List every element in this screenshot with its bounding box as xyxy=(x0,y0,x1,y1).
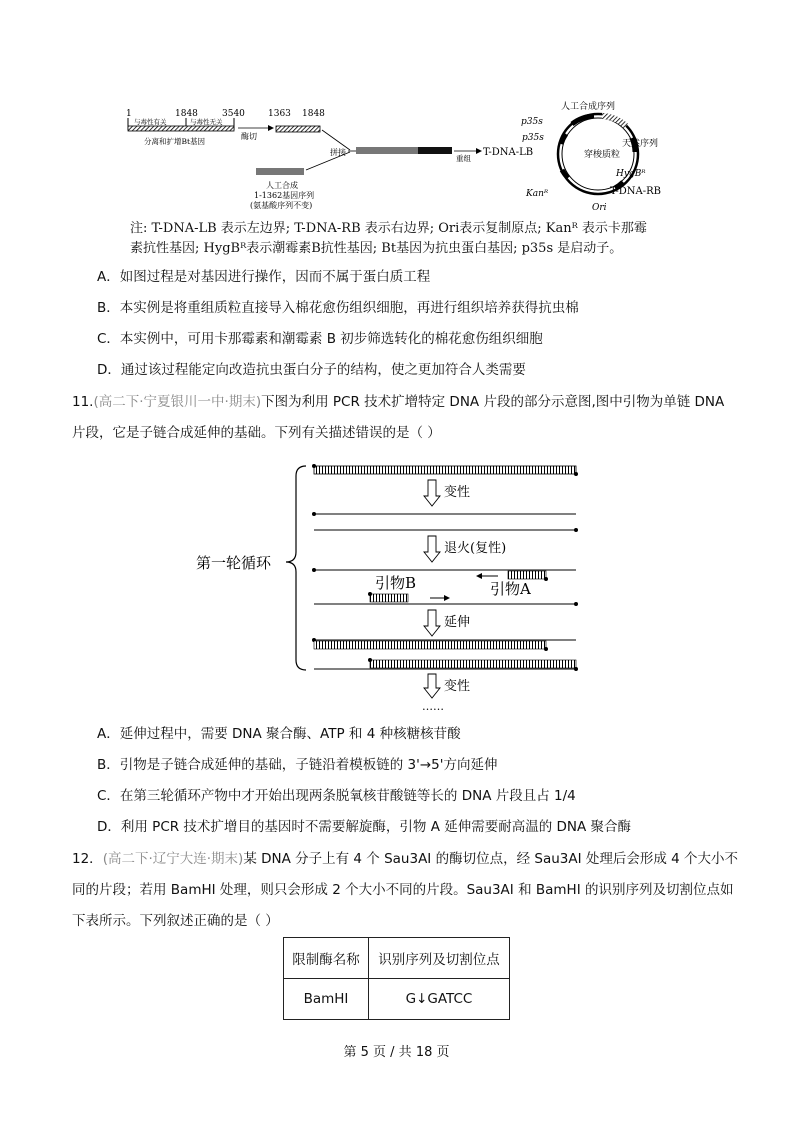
step-denature: 变性 xyxy=(444,485,471,500)
table-header-cell: 限制酶名称 xyxy=(284,938,369,979)
question-number: 11. xyxy=(72,394,94,410)
q11-option-b: B．引物是子链合成延伸的基础，子链沿着模板链的 3'→5'方向延伸 xyxy=(97,757,498,773)
q11-option-c: C．在第三轮循环产物中才开始出现两条脱氧核苷酸链等长的 DNA 片段且占 1/4 xyxy=(97,788,576,804)
artificial-seq-label: 人工合成序列 xyxy=(561,102,616,112)
extended-strand xyxy=(314,641,546,649)
ellipsis: …… xyxy=(422,700,444,712)
q11-stem xyxy=(72,393,724,411)
bt-gene-bar xyxy=(128,126,234,131)
table-header-row xyxy=(284,938,510,979)
step-denature-2: 变性 xyxy=(444,679,471,694)
synth-label: 1-1362基因序列 xyxy=(254,191,315,200)
gene-caption: 分离和扩增Bt基因 xyxy=(144,137,206,146)
question-number: 12． xyxy=(72,851,103,867)
table-cell: BamHI xyxy=(284,979,369,1020)
synth-label: 人工合成 xyxy=(266,181,298,190)
q12-stem-cont: 同的片段；若用 BamHI 处理，则只会形成 2 个大小不同的片段。Sau3AI 和 BamHI 的识别序列及切割位点如 xyxy=(72,882,734,898)
extended-strand xyxy=(370,660,576,668)
figure-note xyxy=(130,219,647,259)
question-text: 下图为利用 PCR 技术扩增特定 DNA 片段的部分示意图,图中引物为单链 DNA xyxy=(261,394,725,410)
down-arrow xyxy=(424,674,440,698)
page-footer: 第 5 页 / 共 18 页 xyxy=(343,1045,450,1060)
tdna-rb-label: T-DNA-RB xyxy=(610,186,662,197)
dna-double-strand xyxy=(314,466,576,474)
table-cell: G↓GATCC xyxy=(369,979,510,1020)
down-arrow xyxy=(424,480,440,506)
step-anneal: 退火(复性) xyxy=(444,541,507,556)
hygb-label: HygBᴿ xyxy=(616,169,646,179)
q12-stem-cont: 下表所示。下列叙述正确的是（ ） xyxy=(72,913,279,929)
q10-option-c: C．本实例中，可用卡那霉素和潮霉素 B 初步筛选转化的棉花愈伤组织细胞 xyxy=(97,331,543,347)
splice-label: 拼接 xyxy=(330,148,346,157)
pos-label: 1 xyxy=(126,109,132,119)
tdna-lb-label: T-DNA-LB xyxy=(483,147,534,158)
question-source: (高二下·辽宁大连·期末) xyxy=(102,851,244,867)
q11-stem-cont: 片段，它是子链合成延伸的基础。下列有关描述错误的是（ ） xyxy=(72,425,441,441)
pcr-diagram xyxy=(190,460,590,712)
q11-option-d: D．利用 PCR 技术扩增目的基因时不需要解旋酶，引物 A 延伸需要耐高温的 DNA 聚合酶 xyxy=(97,819,632,835)
p35s-label: p35s xyxy=(522,133,544,143)
bt-fragment xyxy=(276,126,320,132)
plasmid-center-label: 穿梭质粒 xyxy=(584,150,621,160)
synth-label: (氨基酸序列不变) xyxy=(250,201,313,210)
recombine-label: 重组 xyxy=(456,154,471,163)
q11-option-a: A．延伸过程中，需要 DNA 聚合酶、ATP 和 4 种核糖核苷酸 xyxy=(97,726,461,742)
cycle-label: 第一轮循环 xyxy=(196,554,272,572)
pos-label: 1363 xyxy=(268,109,291,119)
synthetic-sequence-bar xyxy=(256,168,304,175)
natural-seq-label: 天然序列 xyxy=(622,139,659,149)
table-row xyxy=(284,979,510,1020)
primer-a-label: 引物A xyxy=(490,580,531,598)
restriction-enzyme-table xyxy=(283,937,510,1020)
segment-label: 与毒性无关 xyxy=(190,118,223,126)
pos-label: 1848 xyxy=(175,109,198,119)
table-header-cell: 识别序列及切割位点 xyxy=(369,938,510,979)
q12-stem xyxy=(72,850,738,868)
question-text: 某 DNA 分子上有 4 个 Sau3AI 的酶切位点，经 Sau3AI 处理后会形成 4 个大小不 xyxy=(243,851,739,867)
question-source: (高二下·宁夏银川一中·期末) xyxy=(93,394,262,410)
q10-option-d: D．通过该过程能定向改造抗虫蛋白分子的结构，使之更加符合人类需要 xyxy=(97,362,526,378)
pos-label: 3540 xyxy=(222,109,245,119)
kan-label: Kanᴿ xyxy=(526,189,549,199)
primer-a xyxy=(508,571,546,579)
figure-note-line: 素抗性基因; HygBᴿ表示潮霉素B抗性基因; Bt基因为抗虫蛋白基因; p35s 是启动子。 xyxy=(130,241,623,256)
step-extend: 延伸 xyxy=(444,615,471,630)
segment-label: 与毒性有关 xyxy=(134,118,167,126)
q10-option-b: B．本实例是将重组质粒直接导入棉花愈伤组织细胞，再进行组织培养获得抗虫棉 xyxy=(97,300,579,316)
enzyme-cut-label: 酶切 xyxy=(241,132,257,141)
cycle-brace xyxy=(286,466,306,670)
p35s-label: p35s xyxy=(521,117,543,127)
q10-option-a: A．如图过程是对基因进行操作，因而不属于蛋白质工程 xyxy=(97,269,431,285)
ori-label: Ori xyxy=(592,203,607,212)
primer-b xyxy=(370,594,408,602)
spliced-gene-black xyxy=(418,147,452,154)
bt-gene-plasmid-figure xyxy=(120,100,680,212)
down-arrow xyxy=(424,536,440,562)
primer-b-label: 引物B xyxy=(375,574,417,592)
pos-label: 1848 xyxy=(302,109,325,119)
figure-note-line: 注: T-DNA-LB 表示左边界; T-DNA-RB 表示右边界; Ori表示复制原点; Kanᴿ 表示卡那霉 xyxy=(130,221,647,236)
down-arrow xyxy=(424,610,440,636)
spliced-gene-grey xyxy=(356,147,418,154)
